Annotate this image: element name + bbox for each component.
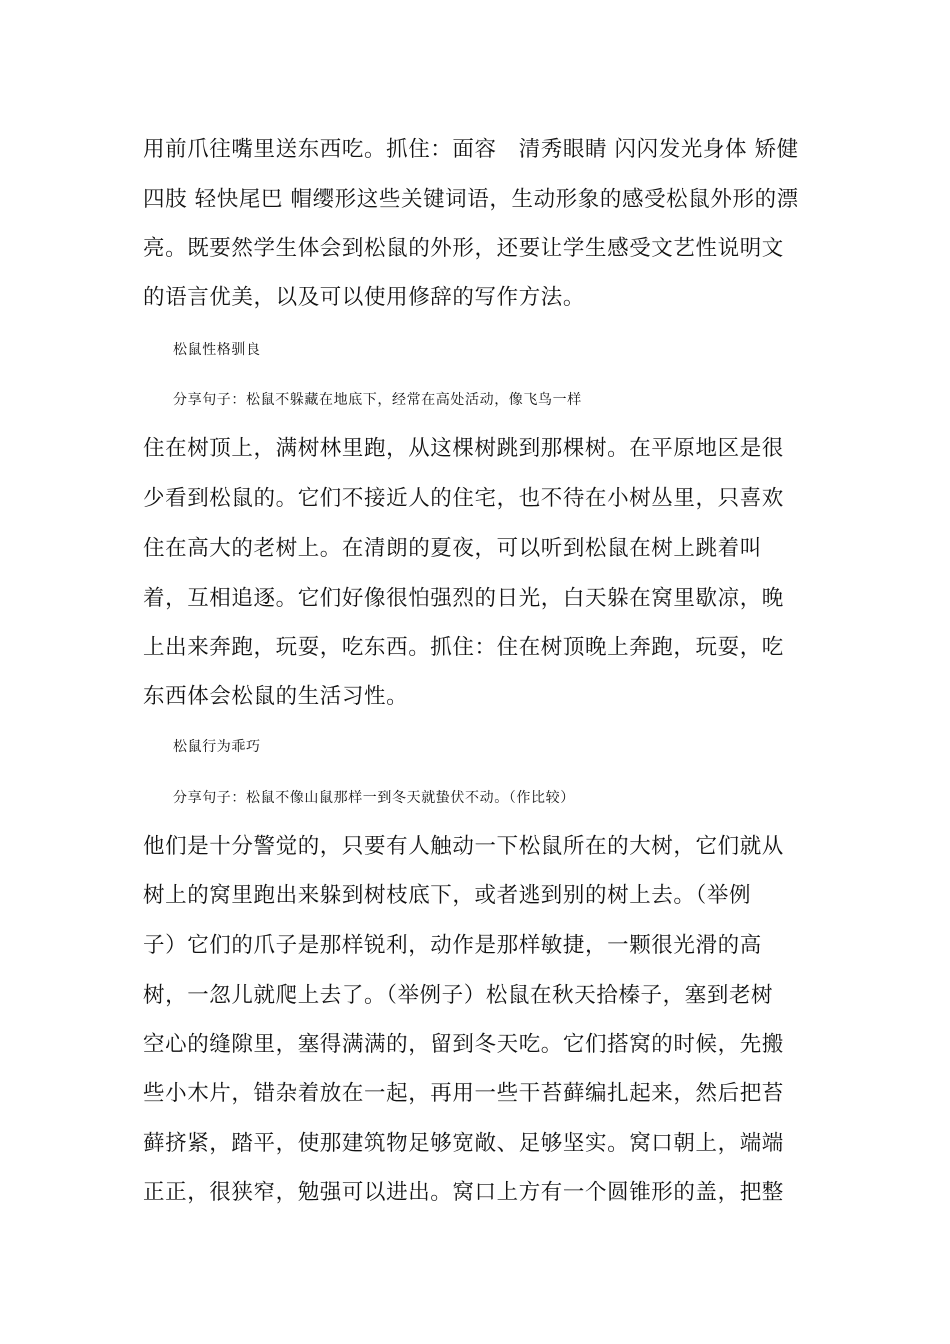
text-line: 子）它们的爪子是那样锐利，动作是那样敏捷，一颗很光滑的高 — [143, 933, 762, 958]
section-heading: 松鼠性格驯良 — [173, 342, 261, 358]
text-line: 空心的缝隙里，塞得满满的，留到冬天吃。它们搭窝的时候，先搬 — [143, 1032, 784, 1057]
text-line: 着，互相追逐。它们好像很怕强烈的日光，白天躲在窝里歇凉，晚 — [143, 586, 784, 611]
section-heading: 松鼠行为乖巧 — [173, 739, 261, 755]
text-line: 些小木片，错杂着放在一起，再用一些干苔藓编扎起来，然后把苔 — [143, 1081, 784, 1106]
text-line: 树，一忽儿就爬上去了。（举例子）松鼠在秋天拾榛子，塞到老树 — [143, 983, 774, 1008]
text-line: 住在高大的老树上。在清朗的夏夜，可以听到松鼠在树上跳着叫 — [143, 536, 762, 561]
text-line: 树上的窝里跑出来躲到树枝底下，或者逃到别的树上去。（举例 — [143, 883, 752, 908]
text-line: 正正，很狭窄，勉强可以进出。窝口上方有一个圆锥形的盖，把整 — [143, 1180, 784, 1205]
text-line: 四肢 轻快尾巴 帽缨形这些关键词语，生动形象的感受松鼠外形的漂 — [143, 187, 799, 212]
text-line: 他们是十分警觉的，只要有人触动一下松鼠所在的大树，它们就从 — [143, 834, 784, 859]
text-line: 的语言优美，以及可以使用修辞的写作方法。 — [143, 285, 586, 310]
text-line: 分享句子：松鼠不像山鼠那样一到冬天就蛰伏不动。（作比较） — [173, 790, 575, 806]
text-line: 上出来奔跑，玩耍，吃东西。抓住：住在树顶晚上奔跑，玩耍，吃 — [143, 635, 784, 660]
text-line: 分享句子：松鼠不躲藏在地底下，经常在高处活动，像飞鸟一样 — [173, 392, 582, 408]
text-line: 东西体会松鼠的生活习性。 — [143, 684, 409, 709]
text-line: 藓挤紧，踏平，使那建筑物足够宽敞、足够坚实。窝口朝上，端端 — [143, 1131, 784, 1156]
text-line: 住在树顶上，满树林里跑，从这棵树跳到那棵树。在平原地区是很 — [143, 436, 784, 461]
text-line: 亮。既要然学生体会到松鼠的外形，还要让学生感受文艺性说明文 — [143, 236, 784, 261]
text-line: 用前爪往嘴里送东西吃。抓住：面容 清秀眼睛 闪闪发光身体 矫健 — [143, 137, 799, 162]
text-line: 少看到松鼠的。它们不接近人的住宅，也不待在小树丛里，只喜欢 — [143, 486, 784, 511]
